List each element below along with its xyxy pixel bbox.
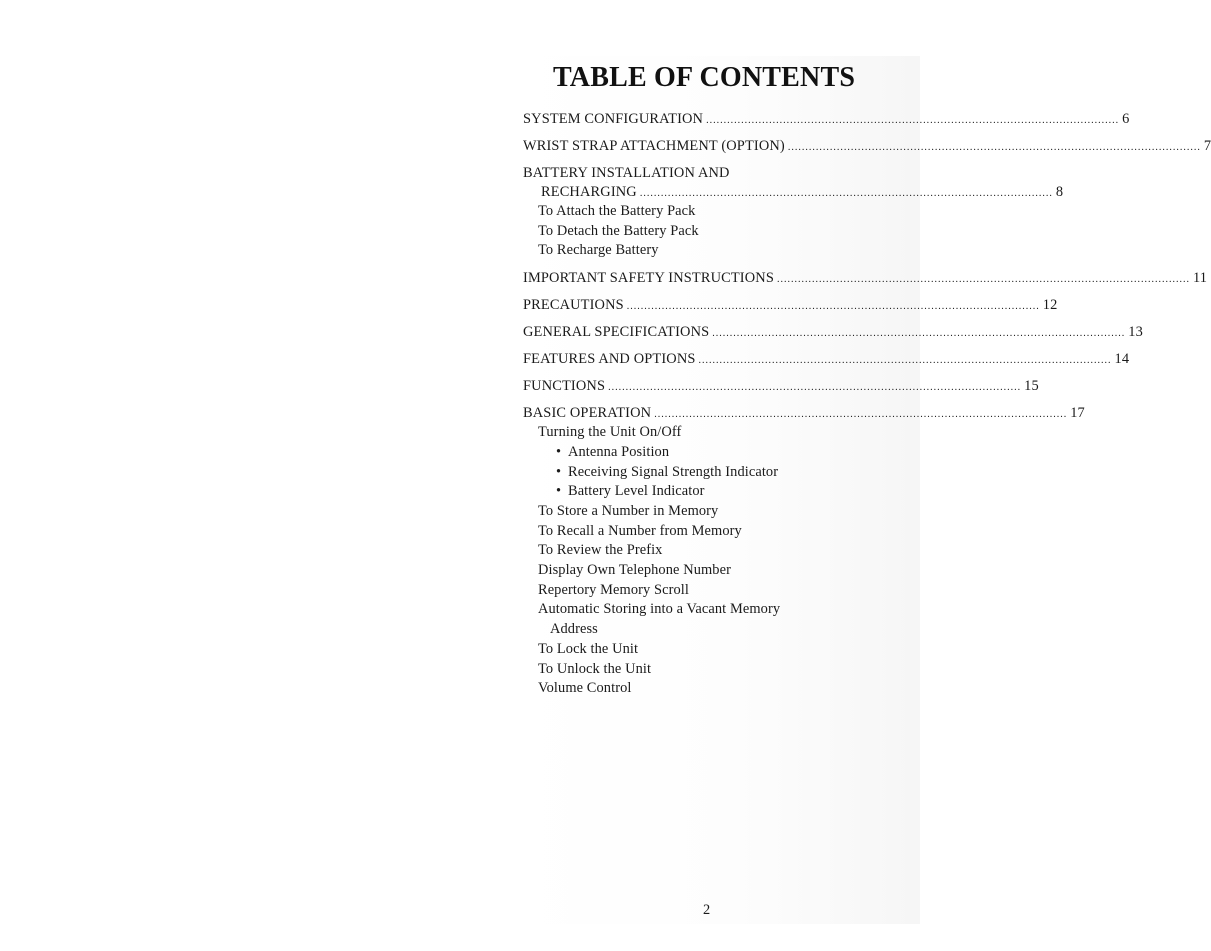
toc-entry-system-configuration xyxy=(523,110,1130,129)
toc-entry-basic-operation xyxy=(523,404,1085,423)
toc-subentry: Display Own Telephone Number xyxy=(538,562,731,579)
toc-entry-page: 13 xyxy=(1128,324,1143,341)
toc-subentry: To Store a Number in Memory xyxy=(538,502,719,519)
toc-entry-label: SYSTEM CONFIGURATION xyxy=(523,111,704,127)
toc-subentry: To Attach the Battery Pack xyxy=(538,203,696,219)
toc-entry-label: GENERAL SPECIFICATIONS xyxy=(523,324,710,341)
bullet-icon: • xyxy=(556,443,562,460)
toc-entry-wrist-strap xyxy=(523,137,1211,156)
dot-leader: ...................................................................................................................... xyxy=(777,274,1190,286)
dot-leader: ...................................................................................................................... xyxy=(787,142,1201,153)
toc-subentry: To Lock the Unit xyxy=(538,640,639,657)
toc-entry-label: BATTERY INSTALLATION AND xyxy=(523,165,730,181)
toc-entry-page: 12 xyxy=(1042,297,1058,314)
toc-subentry: To Recharge Battery xyxy=(538,242,659,259)
toc-entry-label: BASIC OPERATION xyxy=(523,405,652,422)
toc-entry-general-specifications xyxy=(523,323,1143,342)
dot-leader: ...................................................................................................................... xyxy=(654,409,1068,421)
toc-entry-battery-installation xyxy=(523,164,896,183)
toc-subentry: Automatic Storing into a Vacant Memory xyxy=(538,601,781,618)
toc-entry-label: FUNCTIONS xyxy=(523,378,606,395)
dot-leader: ...................................................................................................................... xyxy=(698,355,1112,367)
toc-subentry-continued: Address xyxy=(550,621,598,638)
dot-leader: ...................................................................................................................... xyxy=(639,188,1053,199)
toc-entry-label: IMPORTANT SAFETY INSTRUCTIONS xyxy=(523,270,774,287)
toc-entry-page: 8 xyxy=(1055,184,1064,200)
toc-subentry: To Review the Prefix xyxy=(538,542,663,559)
toc-entry-label: RECHARGING xyxy=(541,184,637,200)
toc-entry-functions xyxy=(523,377,1039,396)
bullet-icon: • xyxy=(556,483,562,500)
toc-entry-page: 7 xyxy=(1203,138,1211,154)
dot-leader: ...................................................................................................................... xyxy=(626,301,1040,313)
toc-subentry: Repertory Memory Scroll xyxy=(538,581,689,598)
toc-subentry: Turning the Unit On/Off xyxy=(538,424,682,441)
toc-entry-page: 11 xyxy=(1193,270,1208,287)
toc-bullet-item xyxy=(523,463,896,483)
toc-subentry: To Detach the Battery Pack xyxy=(538,222,699,239)
toc-entry-page: 17 xyxy=(1070,405,1085,422)
toc-subentry: To Unlock the Unit xyxy=(538,660,652,677)
toc-bullet-label: Receiving Signal Strength Indicator xyxy=(568,463,779,480)
bullet-icon: • xyxy=(556,463,562,480)
dot-leader: ...................................................................................................................... xyxy=(608,382,1022,394)
page-number: 2 xyxy=(703,902,711,918)
toc-entry-label: FEATURES AND OPTIONS xyxy=(523,351,696,368)
toc-entry-label: PRECAUTIONS xyxy=(523,297,624,314)
toc-bullet-item xyxy=(523,443,896,463)
toc-entry-page: 6 xyxy=(1122,111,1130,127)
toc-bullet-label: Antenna Position xyxy=(568,443,670,460)
toc-subentry: To Recall a Number from Memory xyxy=(538,522,742,539)
toc-bullet-item xyxy=(523,482,896,502)
toc-entry-page: 15 xyxy=(1024,378,1039,395)
toc-bullet-label: Battery Level Indicator xyxy=(568,483,705,500)
toc-entry-page: 14 xyxy=(1114,351,1130,368)
toc-entry-safety-instructions xyxy=(523,269,1208,288)
toc-entry-battery-installation-continued xyxy=(523,183,1064,202)
dot-leader: ...................................................................................................................... xyxy=(706,115,1120,126)
toc-entry-features-options xyxy=(523,350,1130,369)
dot-leader: ...................................................................................................................... xyxy=(712,328,1126,340)
toc-entry-precautions xyxy=(523,296,1058,315)
table-of-contents xyxy=(523,110,1211,699)
toc-subentry: Volume Control xyxy=(538,680,632,697)
page-title: TABLE OF CONTENTS xyxy=(553,62,856,93)
toc-entry-label: WRIST STRAP ATTACHMENT (OPTION) xyxy=(523,138,785,154)
